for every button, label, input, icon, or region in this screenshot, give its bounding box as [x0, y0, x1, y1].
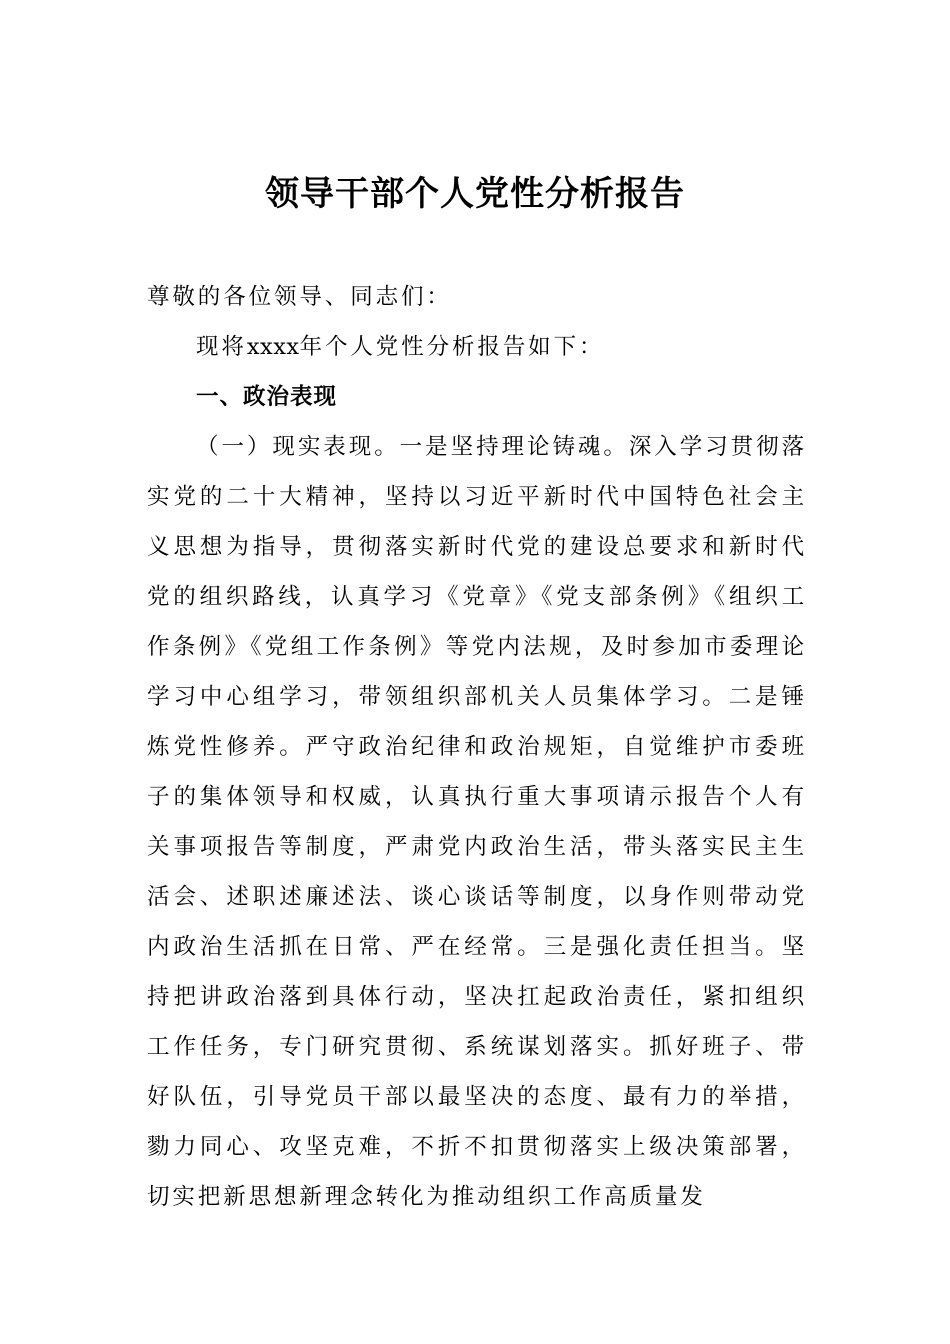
document-body — [147, 272, 807, 1222]
intro-suffix: 年个人党性分析报告如下： — [299, 334, 605, 360]
intro-prefix: 现将 — [196, 334, 247, 360]
document-title: 领导干部个人党性分析报告 — [265, 174, 685, 214]
section-paragraph-political: （一）现实表现。一是坚持理论铸魂。深入学习贯彻落实党的二十大精神，坚持以习近平新时代中国特色社会主义思想为指导，贯彻落实新时代党的建设总要求和新时代党的组织路线，认真学习《党章》《党支部条例》《组织工作条例》《党组工作条例》等党内法规，及时参加市委理论学习中心组学习，带领组织部机关人员集体学习。二是锤炼党性修养。严守政治纪律和政治规矩，自觉维护市委班子的集体领导和权威，认真执行重大事项请示报告个人有关事项报告等制度，严肃党内政治生活，带头落实民主生活会、述职述廉述法、谈心谈话等制度，以身作则带动党内政治生活抓在日常、严在经常。三是强化责任担当。坚持把讲政治落到具体行动，坚决扛起政治责任，紧扣组织工作任务，专门研究贯彻、系统谋划落实。抓好班子、带好队伍，引导党员干部以最坚决的态度、最有力的举措，勠力同心、攻坚克难，不折不扣贯彻落实上级决策部署，切实把新思想新理念转化为推动组织工作高质量发 — [147, 434, 807, 1210]
salutation: 尊敬的各位领导、同志们： — [147, 284, 452, 310]
intro-year: xxxx — [246, 334, 300, 360]
intro-line — [147, 322, 807, 372]
section-heading-political: 一、政治表现 — [196, 384, 338, 410]
